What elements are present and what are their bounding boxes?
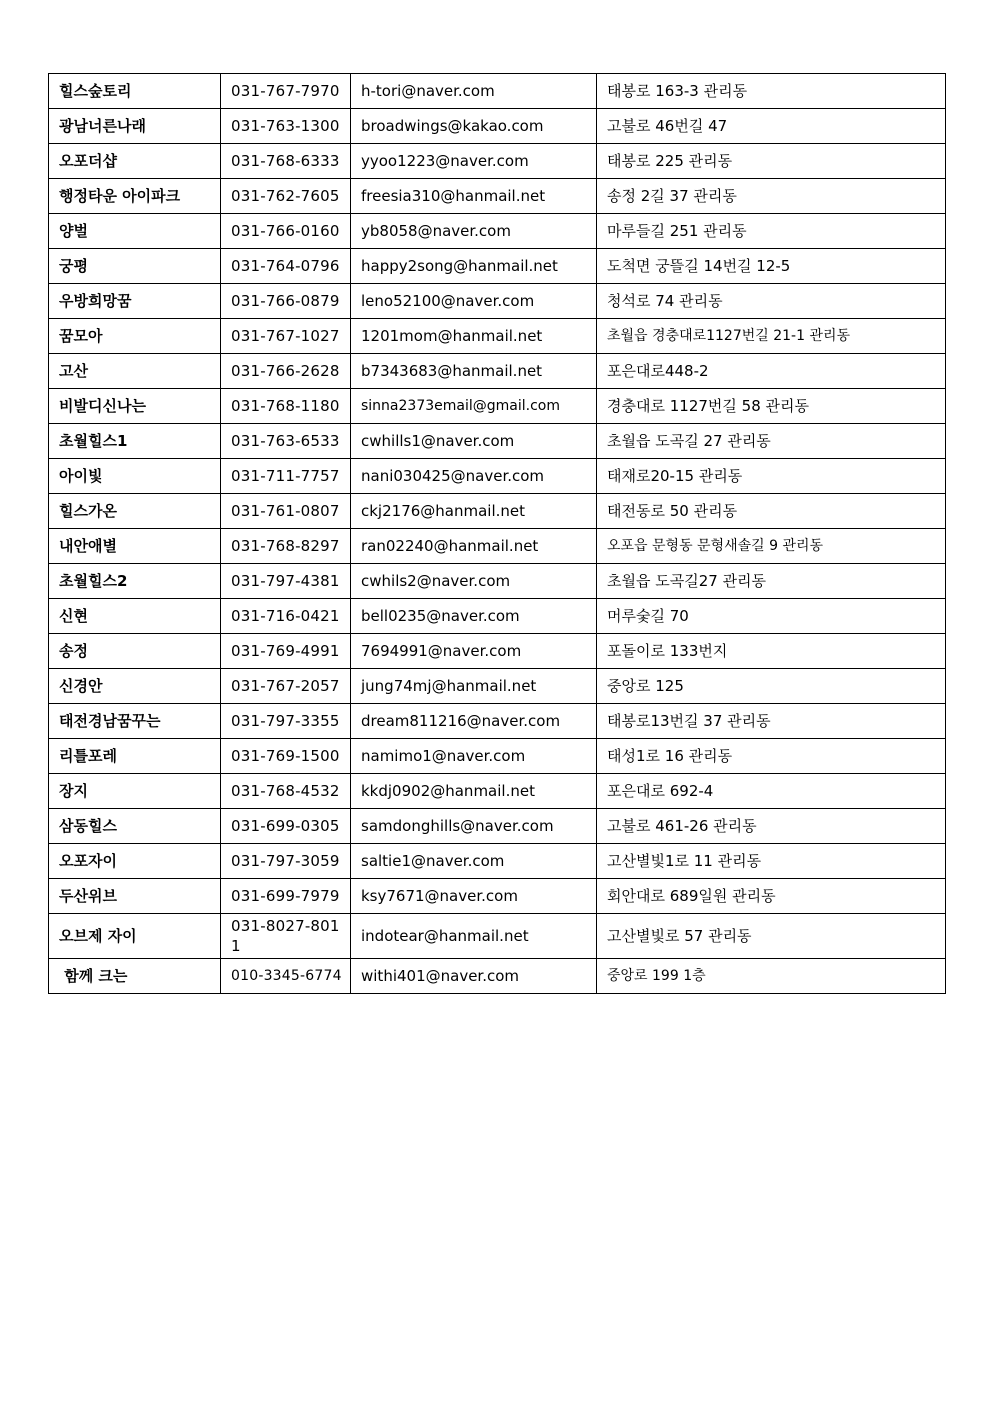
street-address: 태전동로 50 관리동: [597, 494, 946, 529]
table-row: [49, 704, 946, 739]
table-row: [49, 669, 946, 704]
phone-number: 031-797-3355: [221, 704, 351, 739]
street-address: 고불로 46번길 47: [597, 109, 946, 144]
email-address: h-tori@naver.com: [351, 74, 597, 109]
directory-table: [48, 73, 946, 994]
email-address: 1201mom@hanmail.net: [351, 319, 597, 354]
table-row: [49, 809, 946, 844]
street-address: 도척면 궁뜰길 14번길 12-5: [597, 249, 946, 284]
table-row: [49, 179, 946, 214]
table-row: [49, 739, 946, 774]
phone-number: 031-762-7605: [221, 179, 351, 214]
facility-name: 아이빛: [49, 459, 221, 494]
phone-number: 031-769-4991: [221, 634, 351, 669]
phone-number: 031-8027-8011: [221, 914, 351, 959]
facility-name: 고산: [49, 354, 221, 389]
facility-name: 신경안: [49, 669, 221, 704]
phone-number: 031-699-0305: [221, 809, 351, 844]
facility-name: 초월힐스2: [49, 564, 221, 599]
table-row: [49, 74, 946, 109]
facility-name: 삼동힐스: [49, 809, 221, 844]
phone-number: 031-763-6533: [221, 424, 351, 459]
table-row: [49, 424, 946, 459]
email-address: saltie1@naver.com: [351, 844, 597, 879]
phone-number: 031-766-2628: [221, 354, 351, 389]
street-address: 오포읍 문형동 문형새솔길 9 관리동: [597, 529, 946, 564]
table-row: [49, 599, 946, 634]
table-row: [49, 914, 946, 959]
email-address: leno52100@naver.com: [351, 284, 597, 319]
street-address: 마루들길 251 관리동: [597, 214, 946, 249]
street-address: 고산별빛로 57 관리동: [597, 914, 946, 959]
email-address: kkdj0902@hanmail.net: [351, 774, 597, 809]
email-address: 7694991@naver.com: [351, 634, 597, 669]
street-address: 태성1로 16 관리동: [597, 739, 946, 774]
street-address: 초월읍 도곡길 27 관리동: [597, 424, 946, 459]
facility-name: 오브제 자이: [49, 914, 221, 959]
street-address: 포은대로 692-4: [597, 774, 946, 809]
facility-name: 광남너른나래: [49, 109, 221, 144]
table-row: [49, 564, 946, 599]
facility-name: 꿈모아: [49, 319, 221, 354]
phone-number: 031-766-0160: [221, 214, 351, 249]
street-address: 청석로 74 관리동: [597, 284, 946, 319]
email-address: freesia310@hanmail.net: [351, 179, 597, 214]
facility-name: 궁평: [49, 249, 221, 284]
facility-name: 행정타운 아이파크: [49, 179, 221, 214]
phone-number: 031-768-8297: [221, 529, 351, 564]
table-row: [49, 774, 946, 809]
email-address: cwhills1@naver.com: [351, 424, 597, 459]
phone-number: 031-797-4381: [221, 564, 351, 599]
facility-name: 힐스숲토리: [49, 74, 221, 109]
street-address: 중앙로 125: [597, 669, 946, 704]
facility-name: 내안애별: [49, 529, 221, 564]
phone-number: 031-711-7757: [221, 459, 351, 494]
facility-name: 오포더샵: [49, 144, 221, 179]
table-row: [49, 459, 946, 494]
email-address: dream811216@naver.com: [351, 704, 597, 739]
street-address: 태봉로 163-3 관리동: [597, 74, 946, 109]
facility-name: 두산위브: [49, 879, 221, 914]
email-address: b7343683@hanmail.net: [351, 354, 597, 389]
table-row: [49, 389, 946, 424]
table-row: [49, 354, 946, 389]
phone-number: 031-768-1180: [221, 389, 351, 424]
facility-name: 오포자이: [49, 844, 221, 879]
table-row: [49, 494, 946, 529]
table-row: [49, 319, 946, 354]
email-address: withi401@naver.com: [351, 959, 597, 994]
street-address: 태봉로13번길 37 관리동: [597, 704, 946, 739]
street-address: 포돌이로 133번지: [597, 634, 946, 669]
facility-name: 장지: [49, 774, 221, 809]
table-row: [49, 879, 946, 914]
street-address: 경충대로 1127번길 58 관리동: [597, 389, 946, 424]
email-address: samdonghills@naver.com: [351, 809, 597, 844]
phone-number: 031-767-7970: [221, 74, 351, 109]
street-address: 고불로 461-26 관리동: [597, 809, 946, 844]
directory-body: [49, 74, 946, 994]
table-row: [49, 634, 946, 669]
table-row: [49, 529, 946, 564]
email-address: yb8058@naver.com: [351, 214, 597, 249]
street-address: 태봉로 225 관리동: [597, 144, 946, 179]
email-address: cwhils2@naver.com: [351, 564, 597, 599]
facility-name: 태전경남꿈꾸는: [49, 704, 221, 739]
email-address: nani030425@naver.com: [351, 459, 597, 494]
street-address: 회안대로 689일원 관리동: [597, 879, 946, 914]
phone-number: 031-767-2057: [221, 669, 351, 704]
table-row: [49, 249, 946, 284]
email-address: ran02240@hanmail.net: [351, 529, 597, 564]
email-address: namimo1@naver.com: [351, 739, 597, 774]
email-address: ksy7671@naver.com: [351, 879, 597, 914]
phone-number: 031-763-1300: [221, 109, 351, 144]
phone-number: 031-716-0421: [221, 599, 351, 634]
phone-number: 031-768-6333: [221, 144, 351, 179]
street-address: 포은대로448-2: [597, 354, 946, 389]
email-address: sinna2373email@gmail.com: [351, 389, 597, 424]
phone-number: 031-769-1500: [221, 739, 351, 774]
table-row: [49, 284, 946, 319]
facility-name: 힐스가온: [49, 494, 221, 529]
facility-name: 초월힐스1: [49, 424, 221, 459]
email-address: happy2song@hanmail.net: [351, 249, 597, 284]
email-address: yyoo1223@naver.com: [351, 144, 597, 179]
phone-number: 010-3345-6774: [221, 959, 351, 994]
phone-number: 031-797-3059: [221, 844, 351, 879]
phone-number: 031-699-7979: [221, 879, 351, 914]
email-address: bell0235@naver.com: [351, 599, 597, 634]
table-row: [49, 109, 946, 144]
phone-number: 031-764-0796: [221, 249, 351, 284]
phone-number: 031-761-0807: [221, 494, 351, 529]
facility-name: 양벌: [49, 214, 221, 249]
street-address: 초월읍 도곡길27 관리동: [597, 564, 946, 599]
email-address: jung74mj@hanmail.net: [351, 669, 597, 704]
phone-number: 031-768-4532: [221, 774, 351, 809]
street-address: 머루숯길 70: [597, 599, 946, 634]
street-address: 고산별빛1로 11 관리동: [597, 844, 946, 879]
street-address: 송정 2길 37 관리동: [597, 179, 946, 214]
street-address: 태재로20-15 관리동: [597, 459, 946, 494]
email-address: indotear@hanmail.net: [351, 914, 597, 959]
street-address: 중앙로 199 1층: [597, 959, 946, 994]
email-address: ckj2176@hanmail.net: [351, 494, 597, 529]
table-row: [49, 844, 946, 879]
phone-number: 031-766-0879: [221, 284, 351, 319]
facility-name: 함께 크는: [49, 959, 221, 994]
table-row: [49, 144, 946, 179]
facility-name: 우방희망꿈: [49, 284, 221, 319]
table-row: [49, 214, 946, 249]
street-address: 초월읍 경충대로1127번길 21-1 관리동: [597, 319, 946, 354]
phone-number: 031-767-1027: [221, 319, 351, 354]
facility-name: 비발디신나는: [49, 389, 221, 424]
email-address: broadwings@kakao.com: [351, 109, 597, 144]
facility-name: 리틀포레: [49, 739, 221, 774]
table-row: [49, 959, 946, 994]
facility-name: 송정: [49, 634, 221, 669]
facility-name: 신현: [49, 599, 221, 634]
